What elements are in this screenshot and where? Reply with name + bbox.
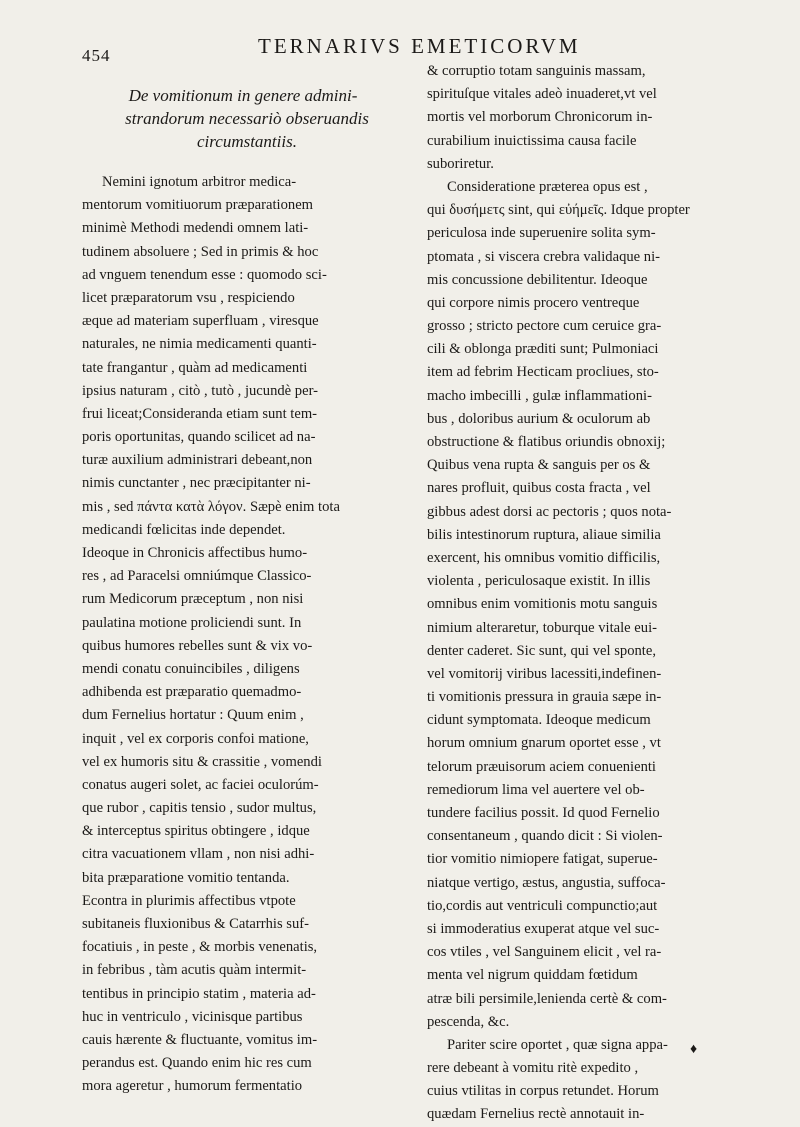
section-title-line: strandorum necessariò obseruandis <box>125 109 369 128</box>
text-line: ptomata , si viscera crebra validaque ni- <box>427 248 660 265</box>
text-line: medicandi fœlicitas inde dependet. <box>82 521 286 538</box>
text-line: in febribus , tàm acutis quàm intermit- <box>82 962 307 979</box>
text-line: ipsius naturam , citò , tutò , jucundè per- <box>82 382 318 399</box>
text-line: poris oportunitas, quando scilicet ad na- <box>82 429 316 446</box>
text-line: ad vnguem tenendum esse : quomodo sci- <box>82 266 327 283</box>
text-line: conatus augeri solet, ac faciei oculorúm- <box>82 776 319 793</box>
text-line: exercent, his omnibus vomitio difficilis, <box>427 549 661 566</box>
text-line: inquit , vel ex corporis confoi matione, <box>82 730 309 747</box>
text-line: bita præparatione vomitio tentanda. <box>82 869 290 886</box>
section-title <box>82 84 412 153</box>
section-title-line: De vomitionum in genere admini- <box>128 86 358 105</box>
running-head: TERNARIVS EMETICORVM <box>258 34 581 58</box>
text-line: horum omnium gnarum oportet esse , vt <box>427 735 661 752</box>
text-line: rum Medicorum præceptum , non nisi <box>82 591 304 608</box>
text-line: obstructione & flatibus oriundis obnoxij; <box>427 434 666 450</box>
text-line: si immoderatius exuperat atque vel suc- <box>427 920 660 937</box>
text-line: consentaneum , quando dicit : Si violen- <box>427 828 663 845</box>
text-line: qui corpore nimis procero ventreque <box>427 294 640 311</box>
text-line: tio,cordis aut ventriculi compunctio;aut <box>427 897 658 914</box>
text-line: citra vacuationem vllam , non nisi adhi- <box>82 846 315 863</box>
text-line: tentibus in principio statim , materia ad- <box>82 985 316 1002</box>
text-line: æque ad materiam superfluam , viresque <box>82 313 319 330</box>
left-column-body <box>82 171 412 1099</box>
text-line: mis , sed πάντα κατὰ λόγον. Sæpè enim tota <box>82 498 340 515</box>
page-number: 454 <box>82 46 111 65</box>
text-line: vel ex humoris situ & crassitie , vomendi <box>82 753 322 770</box>
text-line: ti vomitionis pressura in grauia sæpe in- <box>427 689 662 706</box>
text-line: cidunt symptomata. Ideoque medicum <box>427 712 651 729</box>
text-line: mentorum vomitiuorum præparationem <box>82 197 314 214</box>
text-line: cili & oblonga præditi sunt; Pulmoniaci <box>427 341 659 358</box>
text-line: paulatina motione proliciendi sunt. In <box>82 614 302 631</box>
right-column <box>427 60 745 1127</box>
text-line: nimium alteraretur, toburque vitale eui- <box>427 619 657 636</box>
text-line: menta vel nigrum quiddam fœtidum <box>427 967 638 984</box>
text-line: dum Fernelius hortatur : Quum enim , <box>82 707 304 724</box>
text-line: vel vomitorij viribus lacessiti,indefinen- <box>427 665 662 682</box>
ornament-mark: ♦ <box>690 1042 698 1057</box>
text-line: que rubor , capitis tensio , sudor multus, <box>82 800 317 817</box>
text-line: remediorum lima vel auertere vel ob- <box>427 781 645 798</box>
text-line: item ad febrim Hecticam procliues, sto- <box>427 364 659 381</box>
text-line: naturales, ne nimia medicamenti quanti- <box>82 336 317 353</box>
text-line: minimè Methodi medendi omnem lati- <box>82 220 309 237</box>
text-line: bilis intestinorum ruptura, aliaue similia <box>427 526 661 543</box>
text-line: frui liceat;Considerandа etiam sunt tem- <box>82 405 318 422</box>
text-line: cauis hærente & fluctuante, vomitus im- <box>82 1031 318 1048</box>
text-line: violenta , periculosaque existit. In illis <box>427 573 651 590</box>
text-line: subitaneis fluxionibus & Catarrhis suf- <box>82 916 309 932</box>
right-column-body <box>427 60 745 1127</box>
text-line: Consideratione præterea opus est , <box>447 178 648 195</box>
text-line: tior vomitio nimiopere fatigat, superue- <box>427 851 658 868</box>
text-line: adhibenda est præparatio quemadmo- <box>82 684 302 701</box>
text-line: spirituſque vitales adeò inuaderet,vt vel <box>427 86 657 103</box>
text-line: omnibus enim vomitionis motu sanguis <box>427 596 658 613</box>
text-line: nares profluit, quibus costa fracta , vel <box>427 480 651 497</box>
text-line: & corruptio totam sanguinis massam, <box>427 63 646 79</box>
text-line: Quibus vena rupta & sanguis per os & <box>427 457 651 474</box>
text-line: mis concussione debilitentur. Ideoque <box>427 271 648 288</box>
text-line: pescenda, &c. <box>427 1013 510 1030</box>
text-line: curabilium inuictissima causa facile <box>427 132 637 149</box>
text-line: Econtra in plurimis affectibus vtpote <box>82 892 296 909</box>
text-line: mortis vel morborum Chronicorum in- <box>427 109 653 126</box>
text-line: atræ bili persimile,lenienda certè & com- <box>427 990 667 1007</box>
text-line: qui δυσήμετς sint, qui εὐήμεῖς. Idque propter <box>427 202 690 219</box>
text-line: tundere facilius possit. Id quod Fernelio <box>427 805 660 821</box>
text-line: quædam Fernelius rectè annotauit in- <box>427 1106 645 1123</box>
text-line: huc in ventriculo , vicinisque partibus <box>82 1008 303 1025</box>
text-line: mendi conatu conuincibiles , diligens <box>82 660 300 677</box>
text-line: telorum præuisorum aciem conuenienti <box>427 758 656 775</box>
text-line: Nemini ignotum arbitror medica- <box>102 174 297 190</box>
text-line: suboriretur. <box>427 155 494 172</box>
text-line: cos vtiles , vel Sanguinem elicit , vel ra- <box>427 944 662 961</box>
section-title-line: circumstantiis. <box>197 132 297 151</box>
text-line: tudinem absoluere ; Sed in primis & hoc <box>82 243 319 260</box>
text-line: perandus est. Quando enim hic res cum <box>82 1055 312 1072</box>
text-line: gibbus adest dorsi ac pectoris ; quos nota- <box>427 503 672 520</box>
text-line: macho imbecilli , gulæ inflammationi- <box>427 387 652 404</box>
text-line: Pariter scire oportet , quæ signa appa- <box>447 1036 668 1053</box>
text-line: focatiuis , in peste , & morbis venenatis, <box>82 939 318 956</box>
left-column <box>82 84 412 1099</box>
text-line: cuius vtilitas in corpus retundet. Horum <box>427 1083 659 1100</box>
text-line: turæ auxilium administrari debeant,non <box>82 452 313 469</box>
text-line: res , ad Paracelsi omniúmque Classico- <box>82 568 312 585</box>
text-line: mora ageretur , humorum fermentatio <box>82 1078 303 1095</box>
text-line: denter caderet. Sic sunt, qui vel sponte, <box>427 642 656 659</box>
text-line: bus , doloribus aurium & oculorum ab <box>427 410 651 427</box>
text-line: rere debeant à vomitu ritè expedito , <box>427 1060 639 1077</box>
text-line: periculosa inde superuenire solita sym- <box>427 225 656 242</box>
text-line: nimis cunctanter , nec præcipitanter ni- <box>82 475 311 492</box>
text-line: & interceptus spiritus obtingere , idque <box>82 823 310 840</box>
text-line: tate frangantur , quàm ad medicamenti <box>82 359 308 376</box>
text-line: licet præparatorum vsu , respiciendo <box>82 289 295 306</box>
text-line: grosso ; stricto pectore cum ceruice gra- <box>427 318 662 335</box>
text-line: niatque vertigo, æstus, angustia, suffoca- <box>427 874 666 891</box>
text-line: quibus humores rebelles sunt & vix vo- <box>82 637 313 654</box>
text-line: Ideoque in Chronicis affectibus humo- <box>82 545 308 561</box>
